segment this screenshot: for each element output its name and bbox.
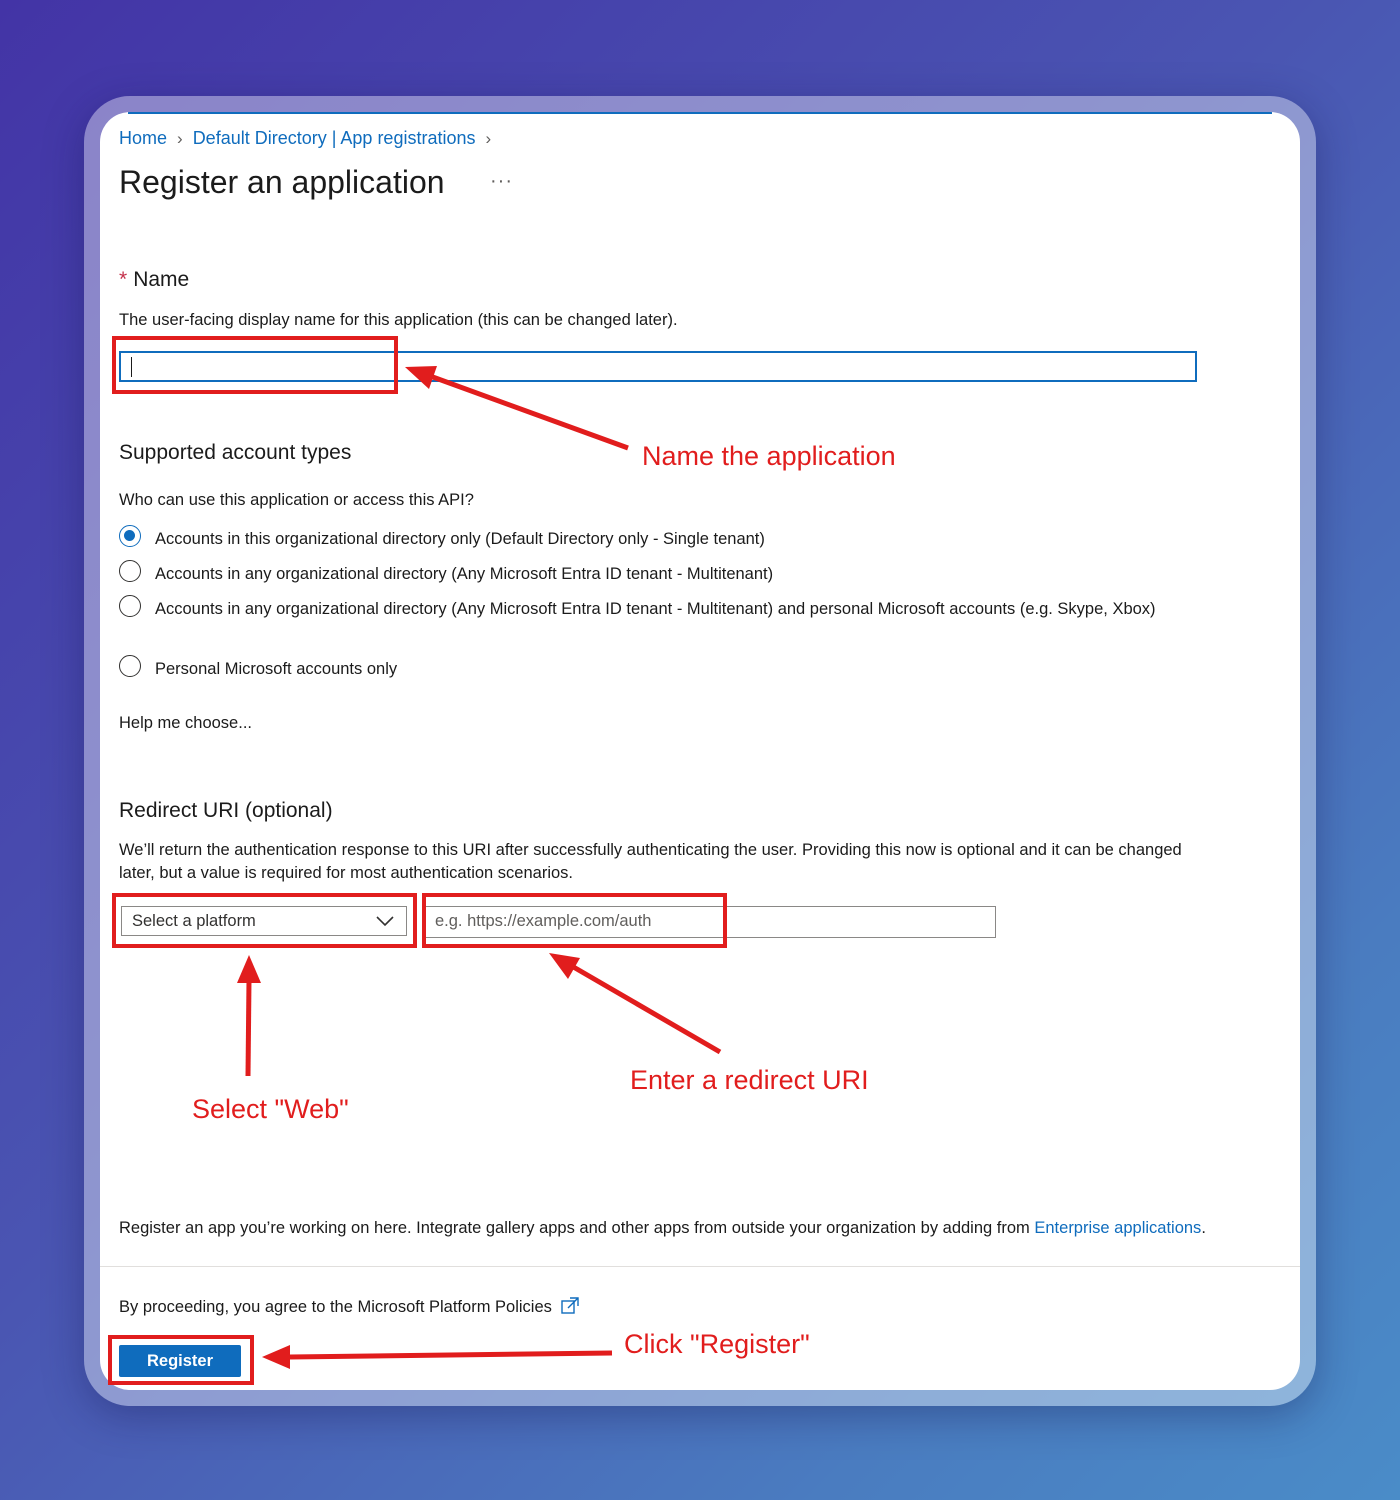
arrow-line-platform: [248, 980, 249, 1076]
redirect-uri-heading: Redirect URI (optional): [119, 799, 333, 822]
arrow-line-uri: [570, 965, 720, 1052]
account-types-question: Who can use this application or access this API?: [119, 491, 474, 509]
enterprise-applications-link[interactable]: Enterprise applications: [1034, 1219, 1202, 1237]
redirect-uri-placeholder: e.g. https://example.com/auth: [435, 912, 652, 930]
breadcrumb-app-registrations[interactable]: Default Directory | App registrations: [192, 128, 476, 148]
account-types-heading: Supported account types: [119, 441, 352, 464]
name-label-text: Name: [133, 268, 190, 291]
arrow-head-uri: [549, 953, 580, 979]
arrow-head-name: [405, 366, 437, 389]
radio-label: Accounts in any organizational directory (Any Microsoft Entra ID tenant - Multitenant): [155, 565, 774, 583]
platform-policies-text: By proceeding, you agree to the Microsoft Platform Policies: [119, 1298, 552, 1316]
required-asterisk: *: [119, 268, 128, 291]
page-title: Register an application: [119, 164, 445, 200]
arrow-head-register: [262, 1345, 290, 1369]
arrow-head-platform: [237, 955, 261, 983]
radio-label: Accounts in this organizational directory only (Default Directory only - Single tenant): [155, 530, 765, 548]
radio-label: Personal Microsoft accounts only: [155, 660, 398, 678]
register-button[interactable]: Register: [119, 1345, 241, 1377]
arrow-line-name: [430, 376, 628, 448]
annotation-name: Name the application: [642, 441, 896, 471]
annotation-register: Click "Register": [624, 1329, 810, 1359]
annotation-platform: Select "Web": [192, 1094, 349, 1124]
name-description: The user-facing display name for this application (this can be changed later).: [119, 311, 678, 329]
enterprise-note-end: .: [1201, 1219, 1206, 1237]
breadcrumb-home[interactable]: Home: [119, 128, 168, 148]
help-me-choose-link[interactable]: Help me choose...: [119, 714, 252, 732]
platform-select-value: Select a platform: [132, 912, 256, 930]
annotation-uri: Enter a redirect URI: [630, 1065, 869, 1095]
redirect-uri-description: We’ll return the authentication response to this URI after successfully authenticating the user. Providing this now is optional and it can be changed later, but a value is required for most authentication scenarios.: [119, 841, 1182, 882]
more-options-icon[interactable]: ···: [490, 170, 513, 192]
radio-label: Accounts in any organizational directory (Any Microsoft Entra ID tenant - Multitenant) and personal Microsoft accounts (e.g. Skype, Xbox): [155, 600, 1156, 618]
breadcrumb-chevron-icon: ›: [177, 129, 183, 148]
arrow-line-register: [290, 1353, 612, 1357]
breadcrumb-chevron-icon: ›: [485, 129, 492, 148]
enterprise-note-text: Register an app you’re working on here. Integrate gallery apps and other apps from outside your organization by adding from: [119, 1219, 1035, 1237]
